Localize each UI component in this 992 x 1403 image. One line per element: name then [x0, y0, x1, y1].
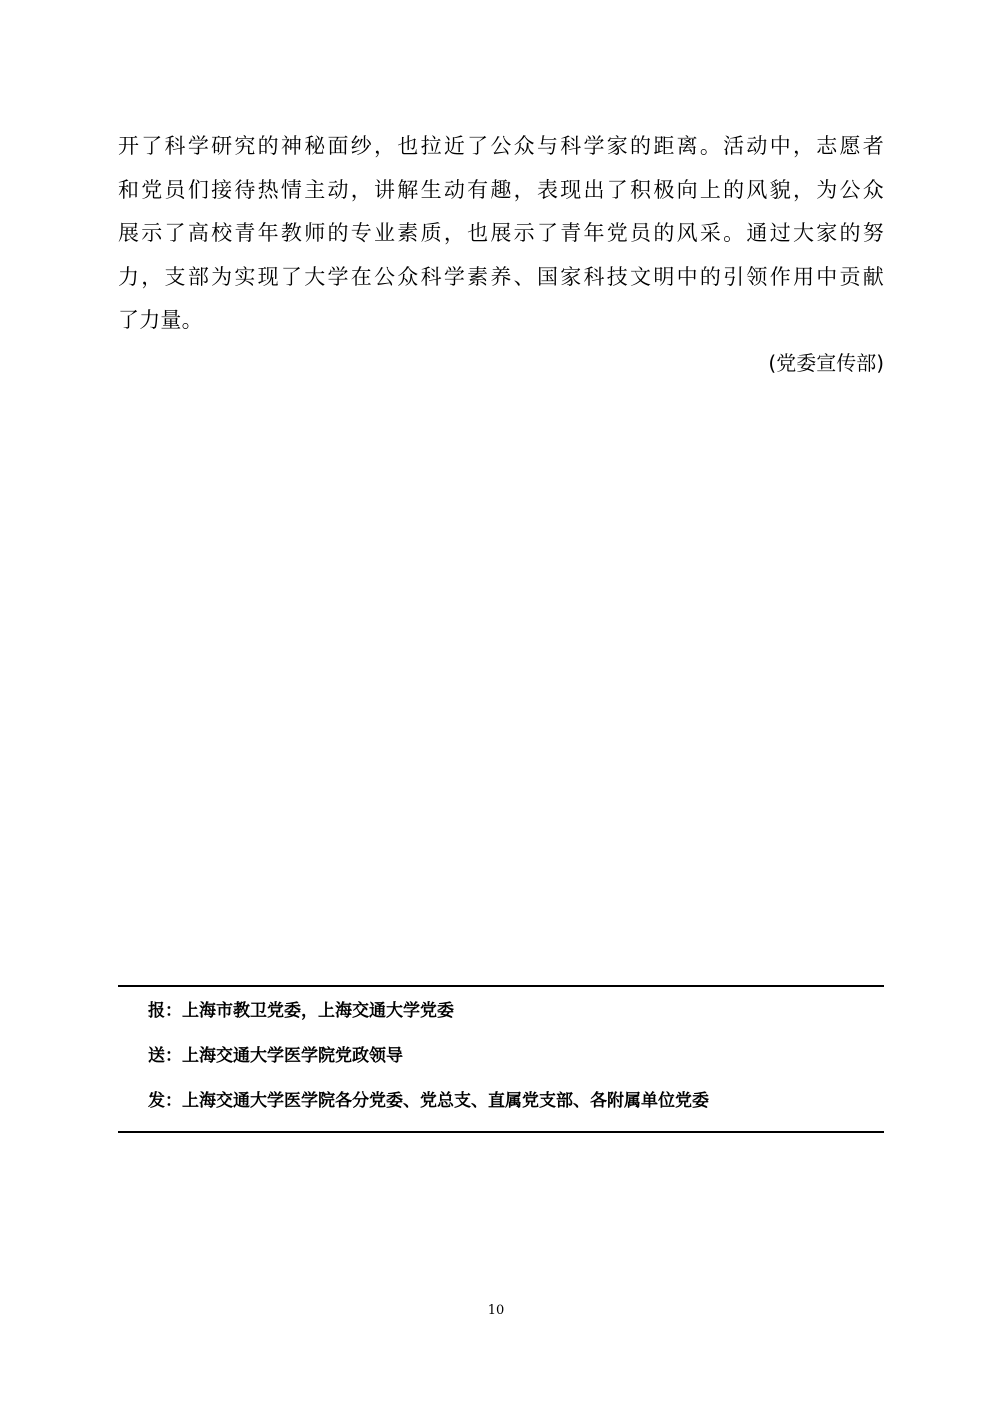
- page-number: 10: [487, 1303, 505, 1318]
- distribution-bottom-rule: [118, 1131, 884, 1133]
- article-source: (党委宣传部): [768, 351, 884, 375]
- article-line-5: 了力量。: [118, 308, 203, 332]
- distribution-top-rule: [118, 985, 884, 987]
- article-line-3: 展示了高校青年教师的专业素质，也展示了青年党员的风采。通过大家的努: [118, 221, 884, 245]
- distribution-report-to: 报：上海市教卫党委，上海交通大学党委: [148, 1001, 454, 1021]
- article-line-2: 和党员们接待热情主动，讲解生动有趣，表现出了积极向上的风貌，为公众: [118, 178, 884, 202]
- distribution-issue-to: 发：上海交通大学医学院各分党委、党总支、直属党支部、各附属单位党委: [148, 1091, 709, 1111]
- article-line-1: 开了科学研究的神秘面纱，也拉近了公众与科学家的距离。活动中，志愿者: [118, 134, 884, 158]
- article-line-4: 力，支部为实现了大学在公众科学素养、国家科技文明中的引领作用中贡献: [118, 265, 884, 289]
- distribution-send-to: 送：上海交通大学医学院党政领导: [148, 1046, 403, 1066]
